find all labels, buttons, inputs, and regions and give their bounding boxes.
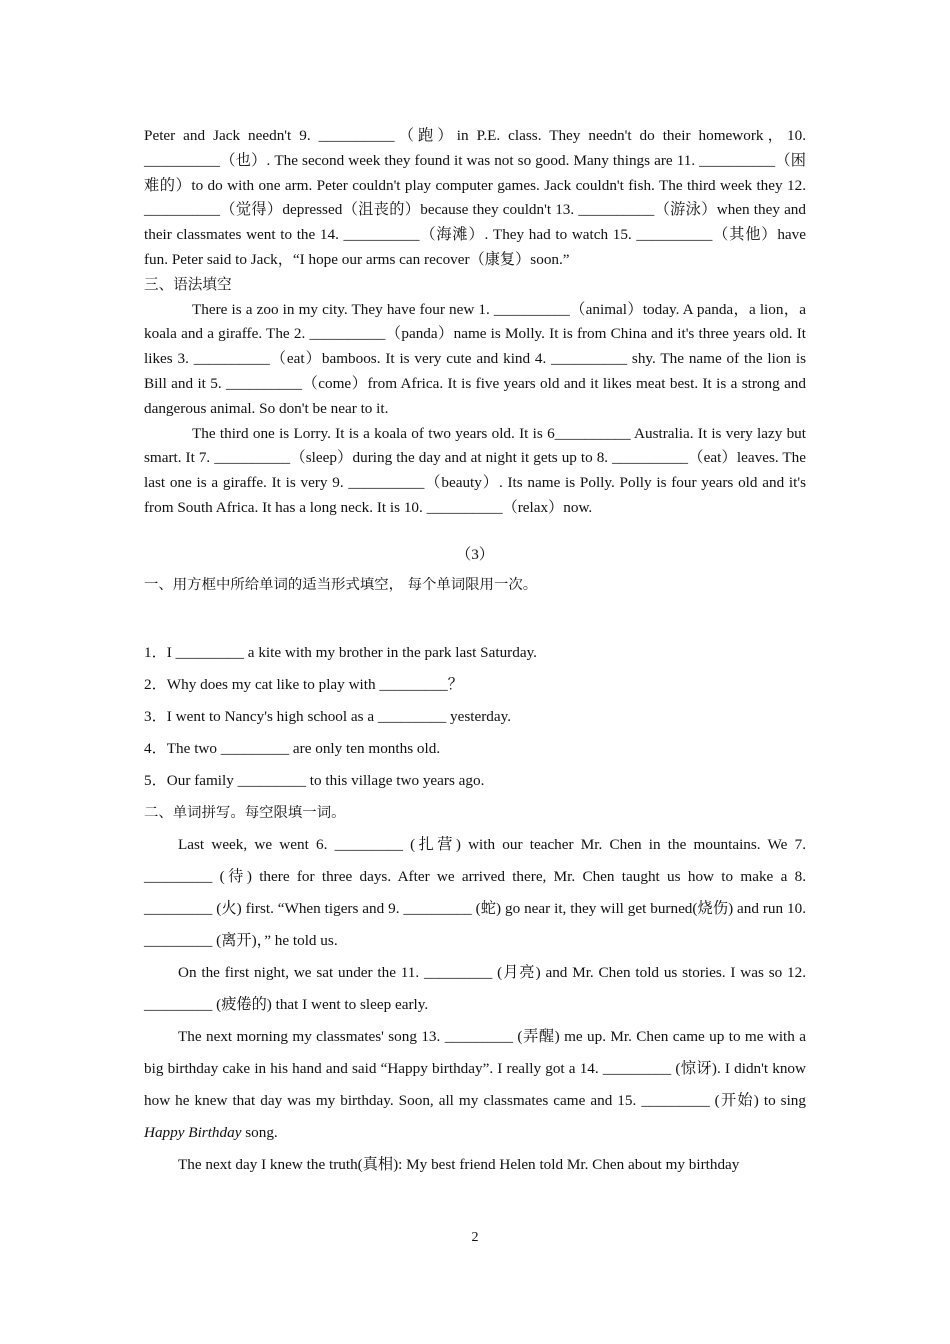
part-3-title: （3） bbox=[456, 545, 494, 563]
word-box-space bbox=[144, 597, 806, 637]
page-number: 2 bbox=[471, 1230, 479, 1245]
zoo-paragraph-2: The third one is Lorry. It is a koala of two years old. It is 6__________ Australia. It is very lazy but smart. It 7. __________（sleep）during the day and at night it gets up to 8. __________（eat）leaves. The last one is a giraffe. It is very 9. __________（beauty）. Its name is Polly. Polly is four years old and it's from South Africa. It has a long neck. It is 10. __________（relax）now. bbox=[144, 424, 806, 516]
camping-paragraph-3-text: The next morning my classmates' song 13. _________ (弄醒) me up. Mr. Chen came up to me with a big birthday cake in his hand and said “Happy birthday”. I really got a 14. _________ (惊讶). I didn't know how he knew that day was my birthday. Soon, all my classmates came and 15. _________ (开始) to sing bbox=[144, 1027, 806, 1109]
exercise-item-2: 2．Why does my cat like to play with _________？ bbox=[144, 675, 463, 693]
camping-paragraph-2: On the first night, we sat under the 11. _________ (月亮) and Mr. Chen told us stories. I was so 12. _________ (疲倦的) that I went to sleep early. bbox=[144, 963, 806, 1013]
camping-paragraph-4: The next day I knew the truth(真相): My best friend Helen told Mr. Chen about my birthday bbox=[178, 1155, 740, 1173]
exercise-item-1: 1．I _________ a kite with my brother in the park last Saturday. bbox=[144, 643, 537, 661]
exercise-item-4: 4．The two _________ are only ten months old. bbox=[144, 739, 441, 757]
page-content bbox=[144, 124, 806, 1181]
story-paragraph-end: Peter and Jack needn't 9. __________（跑）in P.E. class. They needn't do their homework，10. __________（也）. The second week they found it was not so good. Many things are 11. __________（困难的）to do with one arm. Peter couldn't play computer games. Jack couldn't fish. The third week they 12. __________（觉得）depressed（沮丧的）because they couldn't 13. __________（游泳）when they and their classmates went to the 14. __________（海滩）. They had to watch 15. __________（其他）have fun. Peter said to Jack，“I hope our arms can recover（康复）soon.” bbox=[144, 127, 806, 268]
part-3-instruction: 一、用方框中所给单词的适当形式填空， 每个单词限用一次。 bbox=[144, 576, 538, 593]
song-title: Happy Birthday bbox=[144, 1123, 242, 1141]
section-heading-grammar-fill: 三、语法填空 bbox=[144, 275, 232, 293]
section-heading-word-spelling: 二、单词拼写。每空限填一词。 bbox=[144, 804, 346, 821]
camping-paragraph-3-end: song. bbox=[241, 1123, 278, 1141]
exercise-item-3: 3．I went to Nancy's high school as a _________ yesterday. bbox=[144, 707, 512, 725]
camping-paragraph-1: Last week, we went 6. _________ (扎营) with our teacher Mr. Chen in the mountains. We 7. _________ (待) there for three days. After we arrived there, Mr. Chen taught us how to make a 8. _________ (火) first. “When tigers and 9. _________ (蛇) go near it, they will get burned(烧伤) and run 10. _________ (离开)，” he told us. bbox=[144, 835, 806, 949]
zoo-paragraph-1: There is a zoo in my city. They have four new 1. __________（animal）today. A panda，a lion，a koala and a giraffe. The 2. __________（panda）name is Molly. It is from China and it's three years old. It likes 3. __________（eat）bamboos. It is very cute and kind 4. __________ shy. The name of the lion is Bill and it 5. __________（come）from Africa. It is five years old and it likes meat best. It is a strong and dangerous animal. So don't be near to it. bbox=[144, 300, 806, 417]
camping-paragraph-3 bbox=[144, 1021, 806, 1149]
exercise-item-5: 5．Our family _________ to this village two years ago. bbox=[144, 771, 485, 789]
